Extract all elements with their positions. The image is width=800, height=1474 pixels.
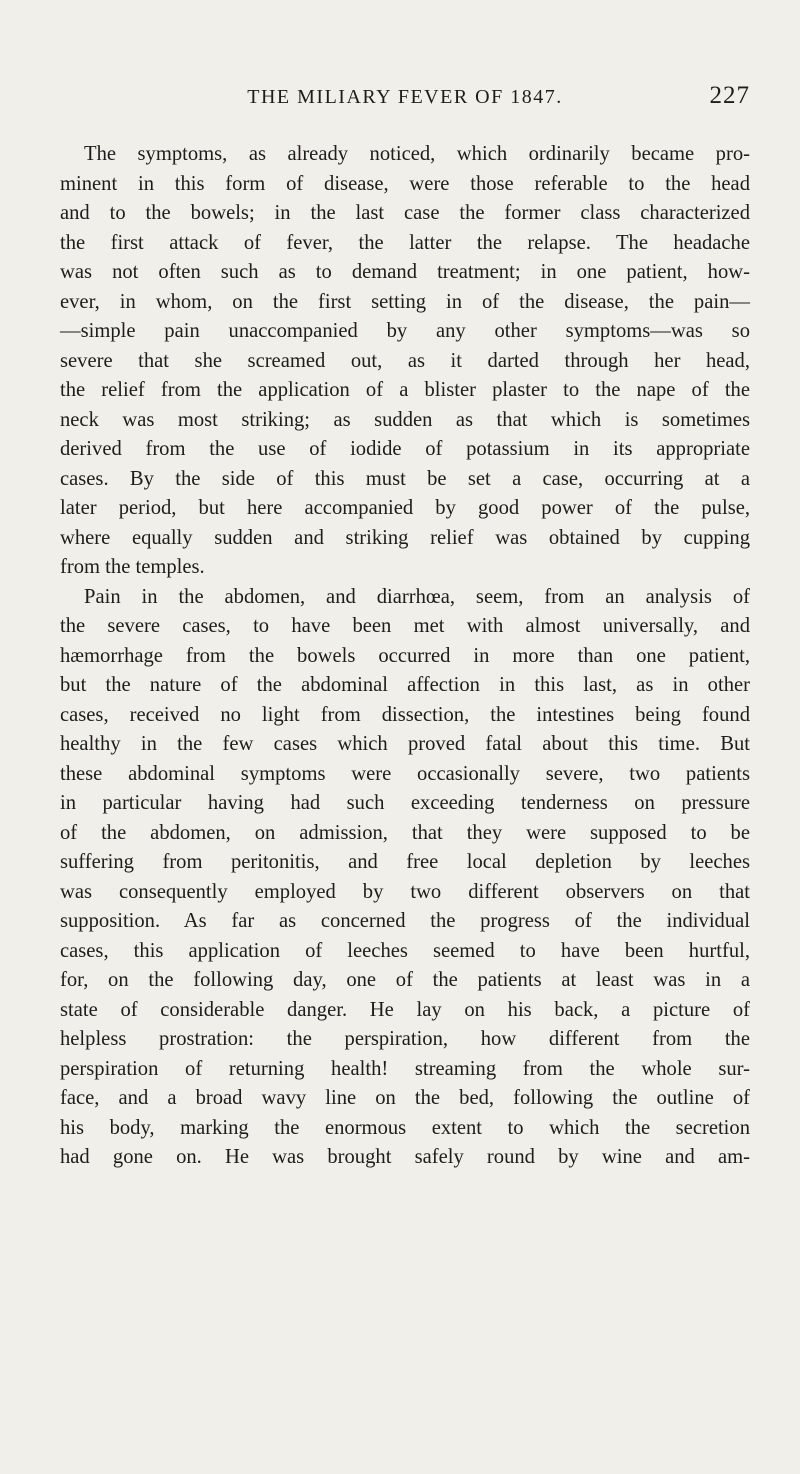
text-line: in particular having had such exceeding tenderness on pressure [60, 792, 750, 814]
text-line: cases, this application of leeches seemed to have been hurtful, [60, 939, 750, 962]
text-line: but the nature of the abdominal affection in this last, as in other [60, 674, 750, 696]
text-line: of the abdomen, on admission, that they were supposed to be [60, 821, 750, 844]
text-line: perspiration of returning health! streaming from the whole sur- [60, 1057, 750, 1080]
paragraph [60, 583, 750, 1173]
text-line: the relief from the application of a blister plaster to the nape of the [60, 379, 750, 401]
page-number: 227 [709, 82, 750, 109]
text-line: helpless prostration: the perspiration, how different from the [60, 1028, 750, 1050]
text-line: ever, in whom, on the first setting in of the disease, the pain— [60, 290, 750, 313]
body-text [60, 140, 750, 1173]
text-line: supposition. As far as concerned the progress of the individual [60, 910, 750, 932]
text-line: healthy in the few cases which proved fatal about this time. But [60, 733, 750, 755]
text-line: from the temples. [60, 556, 205, 578]
text-line: the first attack of fever, the latter the relapse. The headache [60, 231, 750, 254]
text-line: the severe cases, to have been met with almost universally, and [60, 615, 750, 637]
text-line: was consequently employed by two different observers on that [60, 880, 750, 903]
text-line: suffering from peritonitis, and free local depletion by leeches [60, 851, 750, 873]
text-line: The symptoms, as already noticed, which ordinarily became pro- [84, 143, 750, 165]
text-line: had gone on. He was brought safely round by wine and am- [60, 1146, 750, 1168]
text-line: —simple pain unaccompanied by any other symptoms—was so [60, 320, 750, 342]
running-head [60, 82, 750, 120]
paragraph [60, 140, 750, 583]
text-line: later period, but here accompanied by good power of the pulse, [60, 497, 750, 519]
text-line: his body, marking the enormous extent to which the secretion [60, 1116, 750, 1139]
running-title: THE MILIARY FEVER OF 1847. [247, 86, 563, 108]
text-line: minent in this form of disease, were those referable to the head [60, 172, 750, 195]
text-line: derived from the use of iodide of potassium in its appropriate [60, 438, 750, 460]
text-line: where equally sudden and striking relief was obtained by cupping [60, 526, 750, 549]
text-line: neck was most striking; as sudden as that which is sometimes [60, 408, 750, 431]
text-line: was not often such as to demand treatment; in one patient, how- [60, 261, 750, 283]
text-line: cases. By the side of this must be set a case, occurring at a [60, 467, 750, 490]
text-line: state of considerable danger. He lay on his back, a picture of [60, 998, 750, 1021]
text-line: hæmorrhage from the bowels occurred in more than one patient, [60, 644, 750, 667]
text-line: face, and a broad wavy line on the bed, following the outline of [60, 1087, 750, 1109]
text-line: cases, received no light from dissection, the intestines being found [60, 703, 750, 726]
text-line: Pain in the abdomen, and diarrhœa, seem, from an analysis of [84, 585, 750, 608]
text-line: these abdominal symptoms were occasionally severe, two patients [60, 762, 750, 785]
text-line: severe that she screamed out, as it darted through her head, [60, 349, 750, 372]
text-line: for, on the following day, one of the patients at least was in a [60, 969, 750, 991]
text-line: and to the bowels; in the last case the former class characterized [60, 202, 750, 224]
